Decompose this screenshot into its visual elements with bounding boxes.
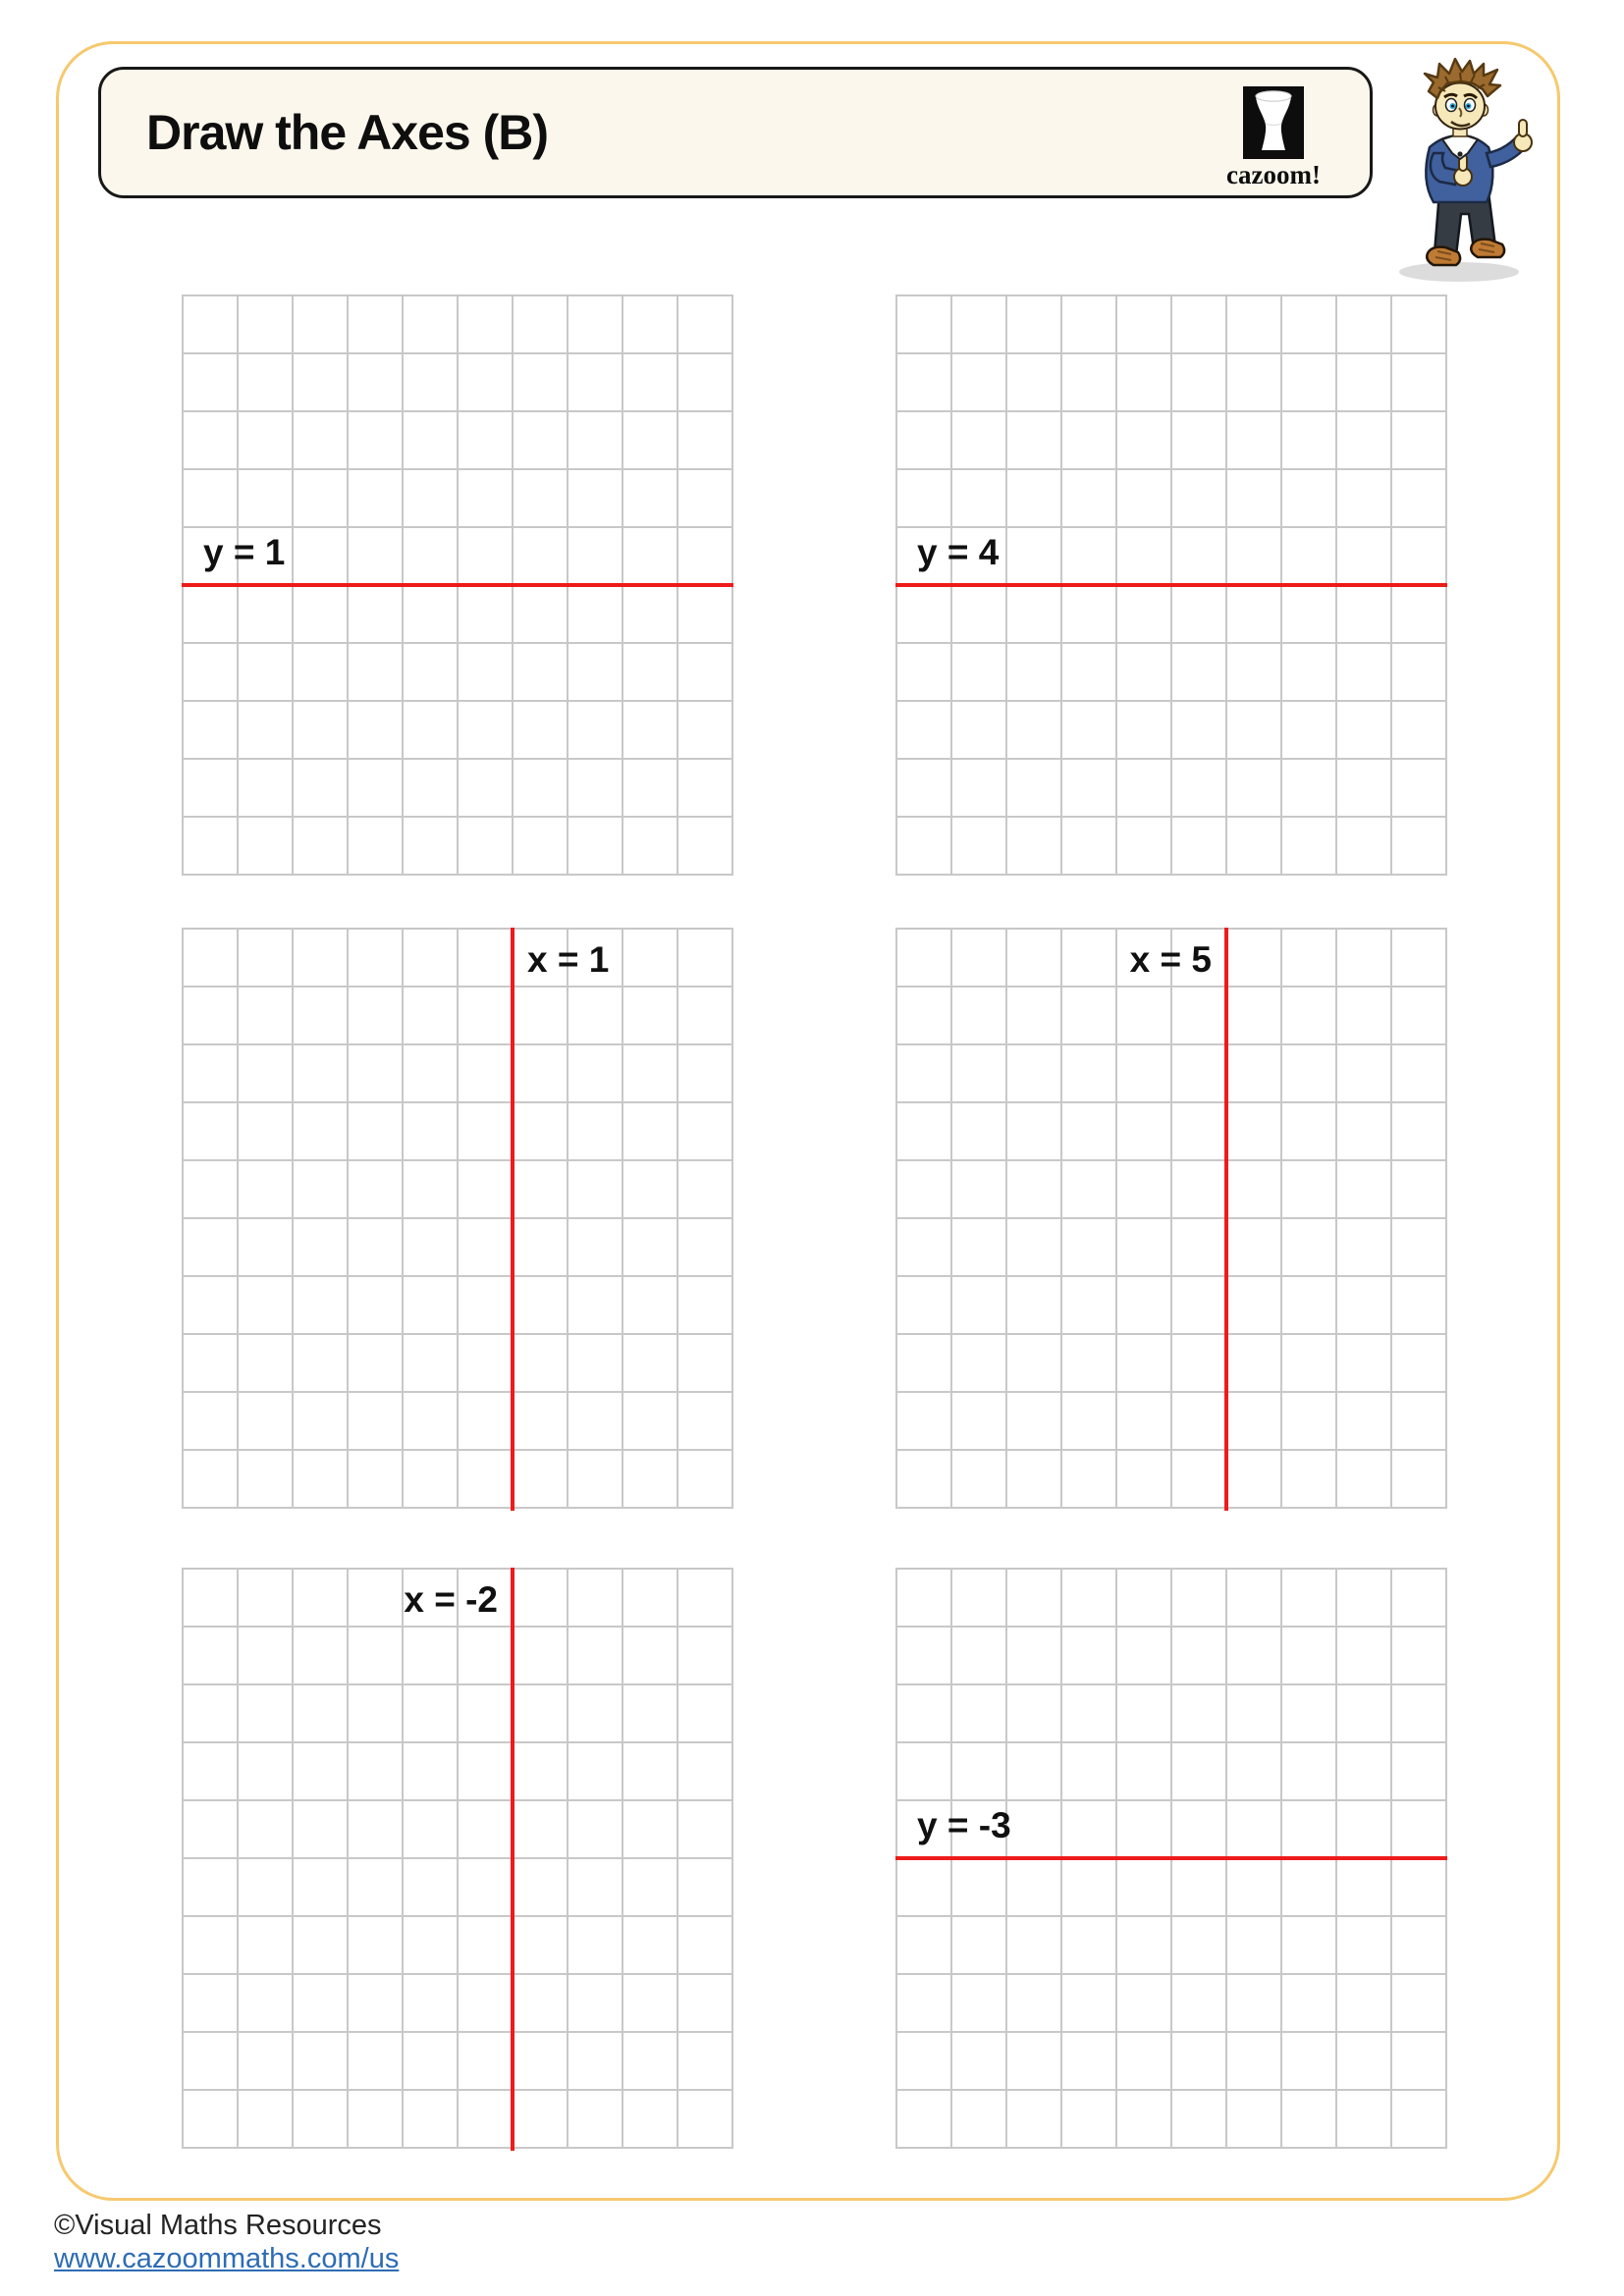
page-title: Draw the Axes (B) [146, 105, 549, 160]
equation-label: x = 5 [1129, 939, 1212, 980]
equation-label: x = 1 [527, 939, 610, 980]
header [98, 67, 1373, 198]
answer-line [511, 928, 514, 1511]
grid-panel-3 [182, 928, 733, 1509]
grid-panel-2 [895, 294, 1447, 876]
logo-wordmark: cazoom! [1226, 160, 1321, 189]
cazoom-logo [1217, 86, 1330, 190]
answer-line [895, 1856, 1447, 1860]
website-link[interactable]: www.cazoommaths.com/us [54, 2243, 400, 2274]
grid-panel-5 [182, 1568, 733, 2149]
mascot-schoolboy [1377, 57, 1545, 285]
answer-line [895, 583, 1447, 587]
answer-line [511, 1568, 514, 2151]
equation-label: x = -2 [404, 1579, 498, 1620]
djembe-drum-icon [1243, 86, 1304, 159]
mascot-shadow [1399, 262, 1519, 282]
grid-panel-1 [182, 294, 733, 876]
equation-label: y = 4 [917, 532, 1000, 572]
equation-label: y = -3 [917, 1805, 1011, 1845]
copyright-text: ©Visual Maths Resources [54, 2210, 382, 2241]
equation-label: y = 1 [203, 532, 286, 572]
grid-panel-6 [895, 1568, 1447, 2149]
answer-line [182, 583, 733, 587]
answer-line [1224, 928, 1228, 1511]
grid-panel-4 [895, 928, 1447, 1509]
footer [54, 2209, 399, 2275]
